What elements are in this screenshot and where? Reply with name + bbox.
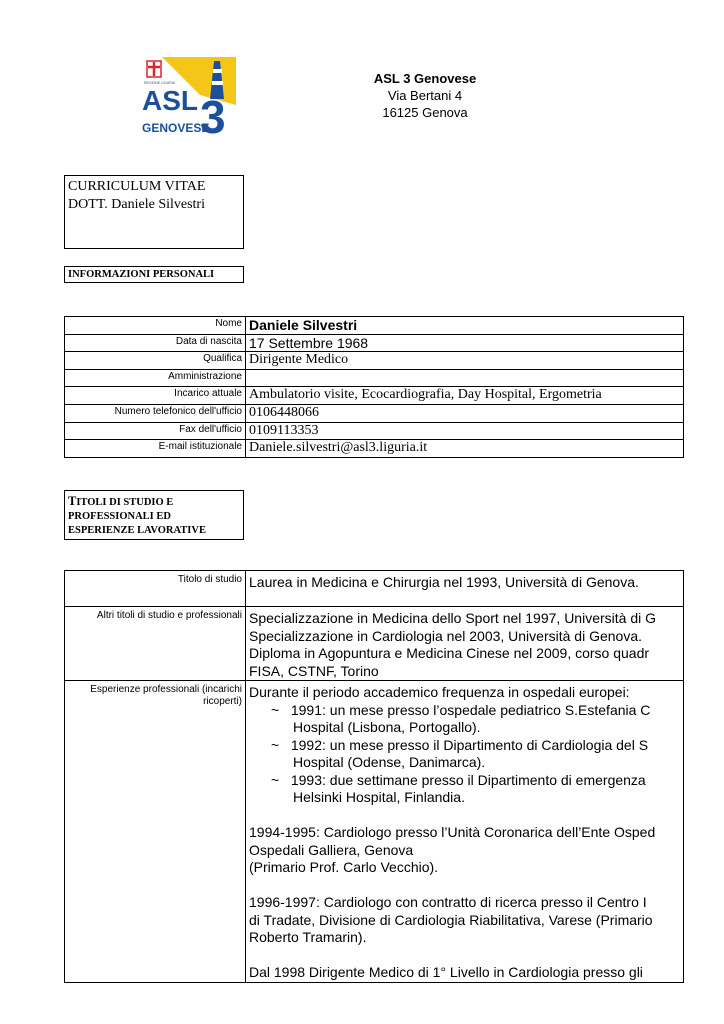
section-first-letter: T	[68, 494, 77, 508]
asl3-logo-graphic	[140, 55, 240, 140]
label-esperienze: Esperienze professionali (incarichi ricoperti)	[65, 681, 246, 983]
label-titolo-studio: Titolo di studio	[65, 571, 246, 607]
bullet-item: ~ 1993: due settimane presso il Dipartimento di emergenza	[271, 771, 646, 788]
organization-street: Via Bertani 4	[387, 88, 463, 103]
label-data-nascita: Data di nascita	[65, 334, 246, 352]
table-row	[65, 607, 684, 681]
table-row	[65, 387, 684, 405]
label-altri-titoli: Altri titoli di studio e professionali	[65, 607, 246, 681]
section-header-personal: INFORMAZIONI PERSONALI	[64, 266, 244, 283]
value-incarico: Ambulatorio visite, Ecocardiografia, Day Hospital, Ergometria	[246, 387, 684, 405]
bullet-item: ~ 1992: un mese presso il Dipartimento di Cardiologia del S	[271, 736, 649, 753]
table-row	[65, 404, 684, 422]
experience-paragraph-line: di Tradate, Divisione di Cardiologia Riabilitativa, Varese (Primario	[249, 911, 653, 928]
experience-paragraph-line: 1994-1995: Cardiologo presso l’Unità Coronarica dell’Ente Osped	[249, 824, 656, 840]
table-row	[65, 334, 684, 352]
organization-city: 16125 Genova	[382, 105, 468, 120]
tilde-bullet-icon: ~	[271, 771, 280, 788]
value-esperienze	[246, 681, 684, 983]
table-row	[65, 317, 684, 335]
cv-title-box	[64, 175, 244, 249]
label-nome: Nome	[65, 317, 246, 335]
value-altri-titoli	[246, 607, 684, 681]
section-title-line2: PROFESSIONALI ED	[68, 511, 171, 522]
logo-text-region: REGIONE LIGURIA	[144, 81, 176, 85]
bullet-item-continuation: Hospital (Lisbona, Portogallo).	[293, 719, 481, 735]
studies-table	[64, 570, 684, 983]
experience-paragraph-line: (Primario Prof. Carlo Vecchio).	[249, 859, 439, 875]
label-incarico: Incarico attuale	[65, 387, 246, 405]
table-row	[65, 422, 684, 440]
table-row	[65, 571, 684, 607]
tilde-bullet-icon: ~	[271, 736, 280, 753]
section-title-line3: ESPERIENZE LAVORATIVE	[68, 525, 206, 536]
value-telefono: 0106448066	[246, 404, 684, 422]
altri-line: Diploma in Agopuntura e Medicina Cinese nel 2009, corso quadr	[249, 645, 650, 661]
table-row	[65, 440, 684, 458]
label-email: E-mail istituzionale	[65, 440, 246, 458]
cv-title: CURRICULUM VITAE	[68, 179, 206, 194]
logo-text-sub: GENOVESE	[142, 121, 210, 135]
experience-paragraph-line: Ospedali Galliera, Genova	[249, 841, 414, 858]
logo-text-main: ASL	[142, 85, 198, 116]
experience-paragraph-line: 1996-1997: Cardiologo con contratto di ricerca presso il Centro I	[249, 894, 647, 910]
label-qualifica: Qualifica	[65, 352, 246, 370]
label-telefono: Numero telefonico dell'ufficio	[65, 404, 246, 422]
value-fax: 0109113353	[246, 422, 684, 440]
esperienze-intro: Durante il periodo accademico frequenza in ospedali europei:	[249, 684, 630, 700]
section-title-line1: ITOLI DI STUDIO E	[76, 497, 174, 508]
experience-paragraph-line: Roberto Tramarin).	[249, 929, 367, 945]
bullet-item-continuation: Hospital (Odense, Danimarca).	[293, 754, 486, 770]
organization-name: ASL 3 Genovese	[373, 71, 477, 86]
tilde-bullet-icon: ~	[271, 701, 280, 718]
section-header-studies	[64, 490, 244, 540]
personal-info-table	[64, 316, 684, 458]
altri-line: Specializzazione in Medicina dello Sport nel 1997, Università di G	[249, 610, 656, 626]
value-nome: Daniele Silvestri	[246, 317, 684, 335]
organization-address	[330, 70, 520, 121]
logo-text-number: 3	[200, 91, 226, 140]
value-titolo-studio: Laurea in Medicina e Chirurgia nel 1993, Università di Genova.	[246, 571, 684, 607]
experience-paragraph-line: Dal 1998 Dirigente Medico di 1° Livello in Cardiologia presso gli	[249, 964, 643, 980]
table-row	[65, 681, 684, 983]
table-row	[65, 352, 684, 370]
altri-line: FISA, CSTNF, Torino	[249, 662, 379, 679]
asl3-logo	[140, 55, 240, 140]
cv-person-name: DOTT. Daniele Silvestri	[68, 197, 205, 212]
label-amministrazione: Amministrazione	[65, 369, 246, 387]
value-qualifica: Dirigente Medico	[246, 352, 684, 370]
label-fax: Fax dell'ufficio	[65, 422, 246, 440]
table-row	[65, 369, 684, 387]
value-email: Daniele.silvestri@asl3.liguria.it	[246, 440, 684, 458]
bullet-item: ~ 1991: un mese presso l’ospedale pediatrico S.Estefania C	[271, 701, 651, 718]
value-data-nascita: 17 Settembre 1968	[246, 334, 684, 352]
value-amministrazione	[246, 369, 684, 387]
altri-line: Specializzazione in Cardiologia nel 2003, Università di Genova.	[249, 627, 643, 644]
bullet-item-continuation: Helsinki Hospital, Finlandia.	[293, 789, 465, 805]
